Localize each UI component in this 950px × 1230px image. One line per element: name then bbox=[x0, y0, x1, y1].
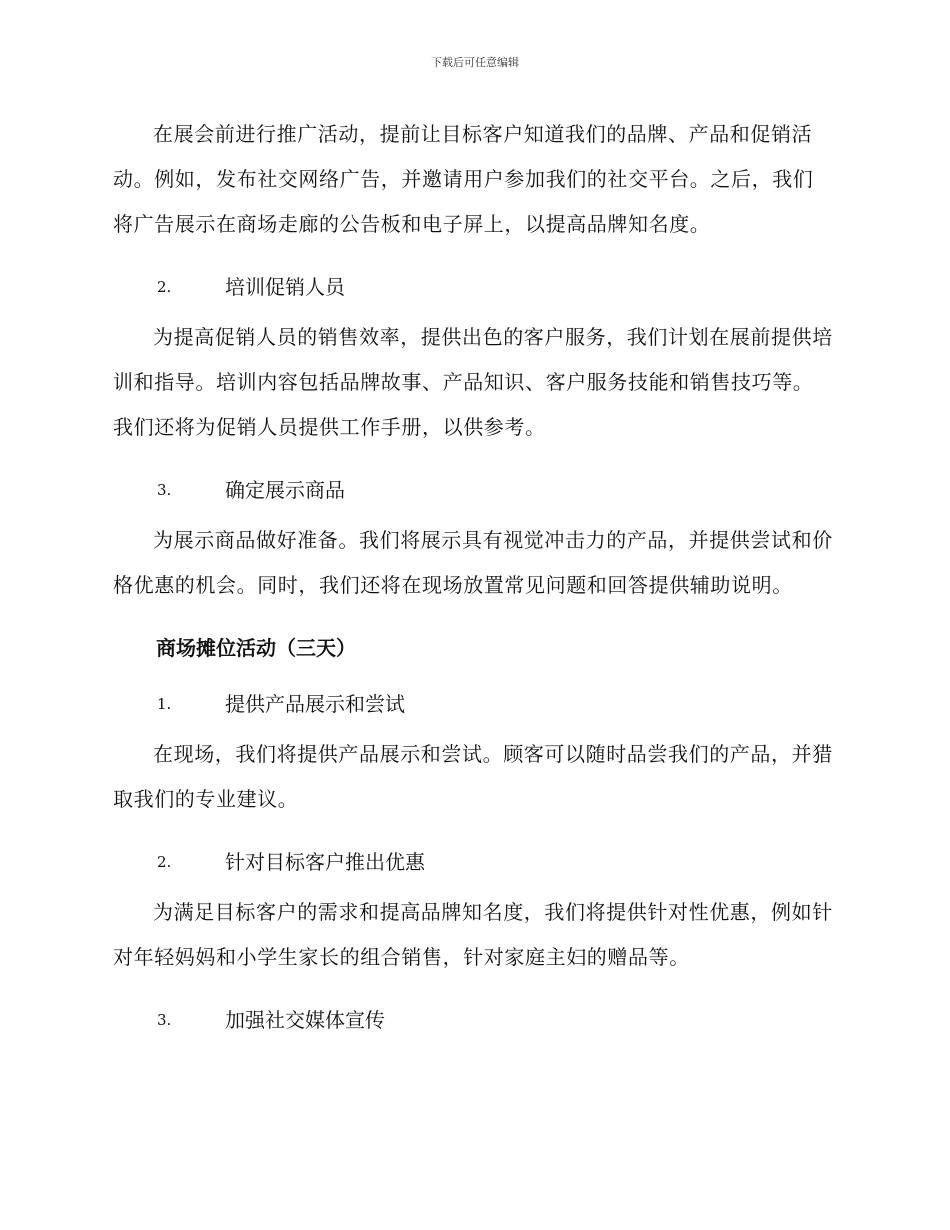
list-item-training bbox=[113, 259, 833, 315]
paragraph-demo: 在现场，我们将提供产品展示和尝试。顾客可以随时品尝我们的产品，并猎取我们的专业建议。 bbox=[113, 742, 833, 811]
list-number: 1. bbox=[157, 695, 172, 713]
list-item-label: 提供产品展示和尝试 bbox=[225, 692, 405, 716]
list-item-products bbox=[113, 462, 833, 518]
list-item-social-media bbox=[113, 992, 833, 1048]
paragraph-discount: 为满足目标客户的需求和提高品牌知名度，我们将提供针对性优惠，例如针对年轻妈妈和小学生家长的组合销售，针对家庭主妇的赠品等。 bbox=[113, 900, 833, 969]
paragraph-products: 为展示商品做好准备。我们将展示具有视觉冲击力的产品，并提供尝试和价格优惠的机会。同时，我们还将在现场放置常见问题和回答提供辅助说明。 bbox=[113, 528, 833, 597]
list-item-label: 加强社交媒体宣传 bbox=[225, 1008, 385, 1032]
list-item-discount bbox=[113, 834, 833, 890]
list-number: 3. bbox=[157, 481, 172, 499]
page-header: 下载后可任意编辑 bbox=[431, 56, 519, 69]
list-number: 3. bbox=[157, 1011, 172, 1029]
paragraph-training: 为提高促销人员的销售效率，提供出色的客户服务，我们计划在展前提供培训和指导。培训内容包括品牌故事、产品知识、客户服务技能和销售技巧等。我们还将为促销人员提供工作手册，以供参考。 bbox=[113, 325, 833, 439]
section-heading: 商场摊位活动（三天） bbox=[156, 636, 356, 660]
list-item-label: 培训促销人员 bbox=[225, 275, 345, 299]
list-item-label: 针对目标客户推出优惠 bbox=[225, 850, 425, 874]
document-body bbox=[113, 112, 833, 1048]
list-number: 2. bbox=[157, 853, 172, 871]
list-number: 2. bbox=[157, 278, 172, 296]
paragraph-promotion: 在展会前进行推广活动，提前让目标客户知道我们的品牌、产品和促销活动。例如，发布社交网络广告，并邀请用户参加我们的社交平台。之后，我们将广告展示在商场走廊的公告板和电子屏上，以提高品牌知名度。 bbox=[113, 122, 814, 236]
list-item-demo bbox=[113, 676, 833, 732]
list-item-label: 确定展示商品 bbox=[225, 478, 345, 502]
